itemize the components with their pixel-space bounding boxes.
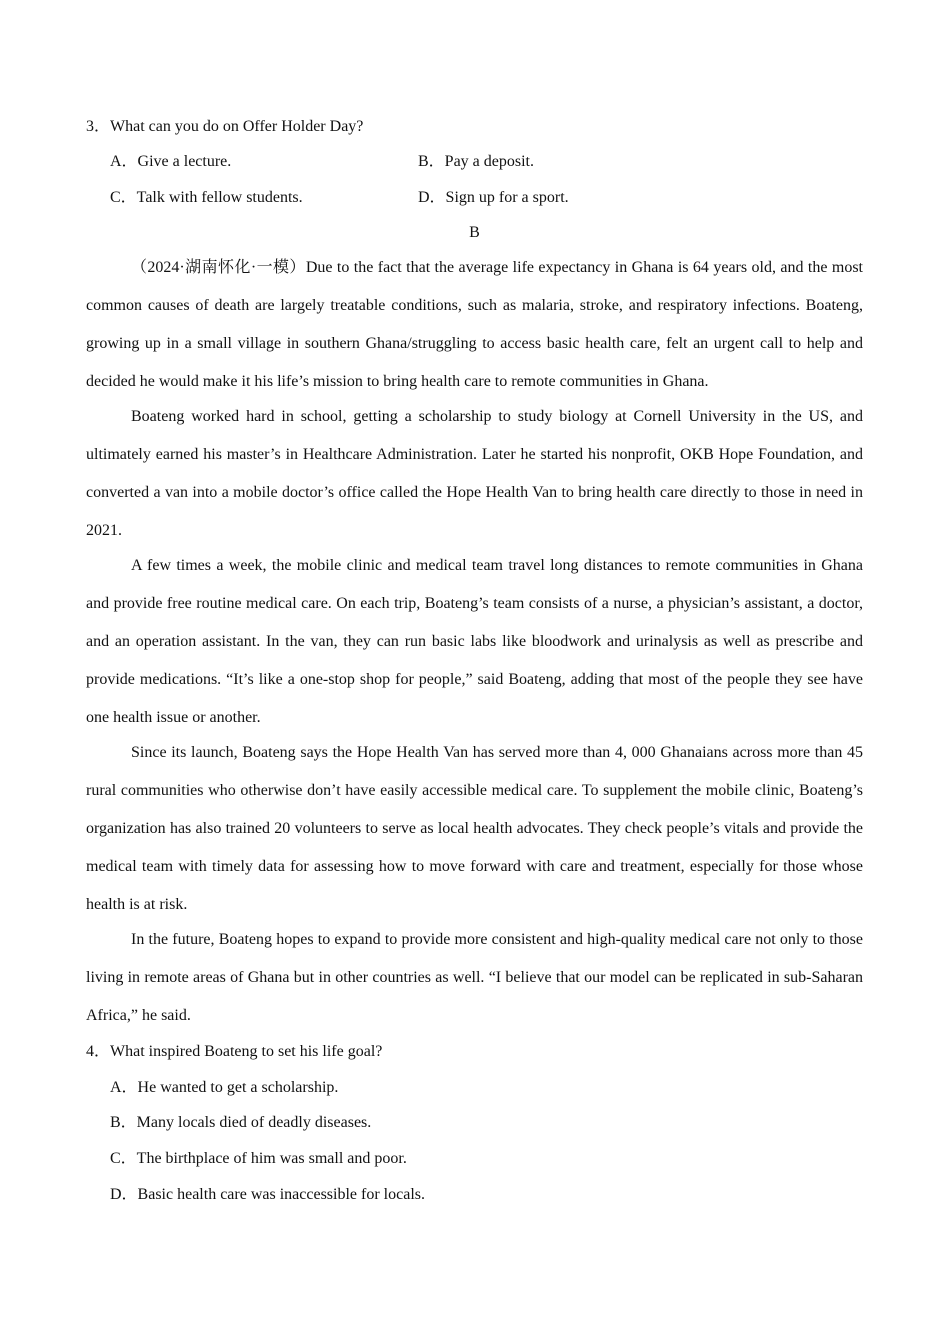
question-3-option-b: B．Pay a deposit.	[418, 153, 534, 170]
question-4-option-d: D．Basic health care was inaccessible for locals.	[110, 1186, 425, 1203]
question-4-option-b: B．Many locals died of deadly diseases.	[110, 1114, 372, 1131]
passage-paragraph-5: In the future, Boateng hopes to expand to provide more consistent and high-quality medical care not only to those living in remote areas of Ghana but in other countries as well. “I believe that our model can be replicated in sub-Saharan Africa,” he said.	[86, 931, 863, 1024]
passage-paragraph-3: A few times a week, the mobile clinic and medical team travel long distances to remote communities in Ghana and provide free routine medical care. On each trip, Boateng’s team consists of a nurse, a physician’s assistant, a doctor, and an operation assistant. In the van, they can run basic labs like bloodwork and urinalysis as well as prescribe and provide medications. “It’s like a one-stop shop for people,” said Boateng, adding that most of the people they see have one health issue or another.	[86, 557, 863, 726]
section-heading: B	[469, 224, 480, 241]
question-4-stem: 4．What inspired Boateng to set his life goal?	[86, 1043, 383, 1060]
question-4-option-a: A．He wanted to get a scholarship.	[110, 1079, 339, 1096]
passage-paragraph-2: Boateng worked hard in school, getting a scholarship to study biology at Cornell University in the US, and ultimately earned his master’s in Healthcare Administration. Later he started his nonprofit, OKB Hope Foundation, and converted a van into a mobile doctor’s office called the Hope Health Van to bring health care directly to those in need in 2021.	[86, 408, 863, 539]
passage-paragraph-1: （2024·湖南怀化·一模）Due to the fact that the average life expectancy in Ghana is 64 years old, and the most common causes of death are largely treatable conditions, such as malaria, stroke, and respiratory infections. Boateng, growing up in a small village in southern Ghana/struggling to access basic health care, felt an urgent call to help and decided he would make it his life’s mission to bring health care to remote communities in Ghana.	[86, 259, 863, 390]
question-3-option-a: A．Give a lecture.	[110, 153, 232, 170]
question-3-option-c: C．Talk with fellow students.	[110, 189, 303, 206]
question-3-stem: 3．What can you do on Offer Holder Day?	[86, 118, 364, 135]
question-4-option-c: C．The birthplace of him was small and poor.	[110, 1150, 407, 1167]
passage-paragraph-4: Since its launch, Boateng says the Hope Health Van has served more than 4, 000 Ghanaians across more than 45 rural communities who otherwise don’t have easily accessible medical care. To supplement the mobile clinic, Boateng’s organization has also trained 20 volunteers to serve as local health advocates. They check people’s vitals and provide the medical team with timely data for assessing how to move forward with care and treatment, especially for those whose health is at risk.	[86, 744, 863, 913]
question-3-option-d: D．Sign up for a sport.	[418, 189, 569, 206]
